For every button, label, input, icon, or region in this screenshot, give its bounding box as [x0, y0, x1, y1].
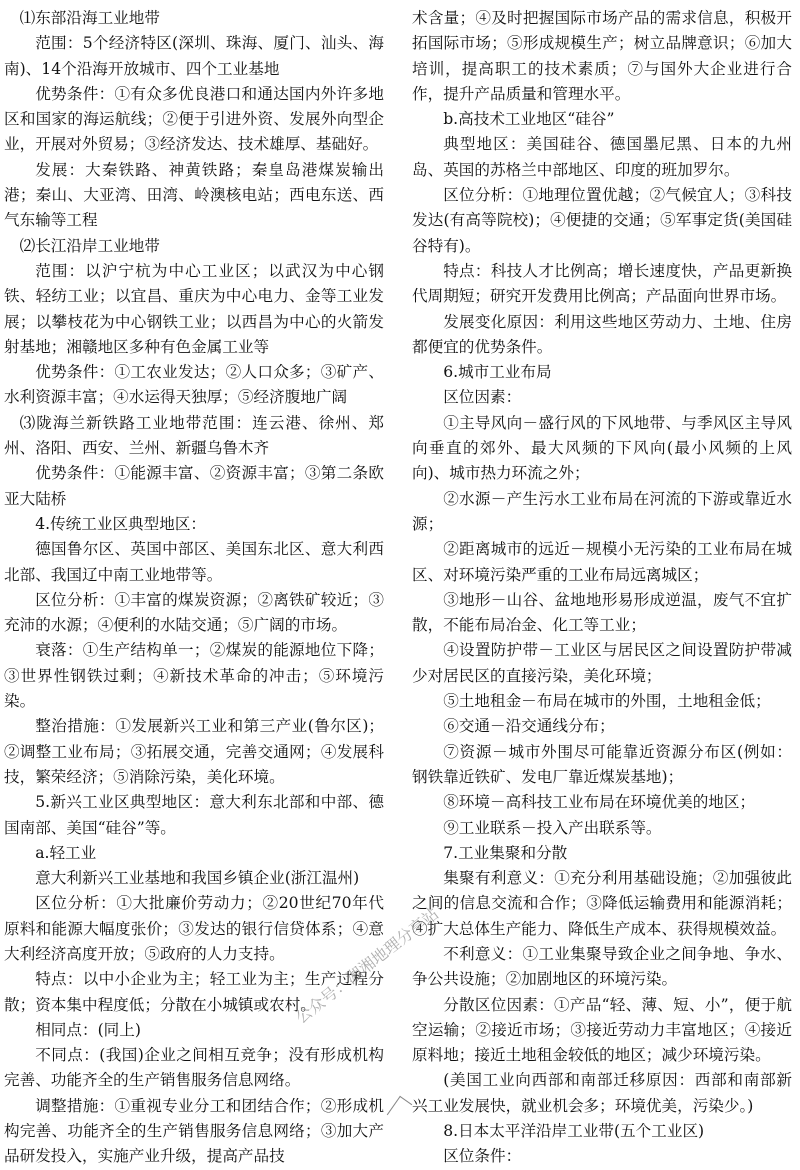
- paragraph: 4.传统工业区典型地区：: [35, 514, 207, 533]
- paragraph: 相同点：(同上): [35, 1020, 141, 1039]
- paragraph: 区位分析：①大批廉价劳动力；②20世纪70年代原料和能源大幅度张价；③发达的银行信贷体系；④意大利经济高度开放；⑤政府的人力支持。: [4, 894, 384, 963]
- paragraph: b.高技术工业地区“硅谷”: [443, 110, 615, 129]
- paragraph: 优势条件：①工农业发达；②人口众多；③矿产、水利资源丰富；④水运得天独厚；⑤经济腹地广阔: [4, 363, 384, 407]
- paragraph: 分散区位因素：①产品“轻、薄、短、小”，便于航空运输；②接近市场；③接近劳动力丰富地区；④接近原料地；接近土地租金较低的地区；减少环境污染。: [412, 995, 792, 1065]
- watermark: 公众号：湘湘地理分享站: [291, 903, 443, 1028]
- paragraph: 区位因素：: [443, 388, 522, 407]
- paragraph: 典型地区：美国硅谷、德国墨尼黑、日本的九州岛、英国的苏格兰中部地区、印度的班加罗尔。: [412, 135, 792, 179]
- paragraph: ⑶陇海兰新铁路工业地带范围：连云港、徐州、郑州、洛阳、西安、兰州、新疆乌鲁木齐: [4, 413, 384, 458]
- paragraph: ⑨工业联系－投入产出联系等。: [443, 818, 662, 837]
- paragraph: 特点：科技人才比例高；增长速度快，产品更新换代周期短；研究开发费用比例高；产品面向世界市场。: [412, 261, 792, 306]
- paragraph: 区位分析：①丰富的煤炭资源；②离铁矿较近；③充沛的水源；④便利的水陆交通；⑤广阔的市场。: [4, 590, 384, 635]
- paragraph: 发展变化原因：利用这些地区劳动力、土地、住房都便宜的优势条件。: [412, 312, 792, 356]
- paragraph: ⑥交通－沿交通线分布；: [443, 717, 615, 736]
- paragraph: 不利意义：①工业集聚导致企业之间争地、争水、争公共设施；②加剧地区的环境污染。: [412, 944, 792, 989]
- paragraph: 集聚有利意义：①充分利用基础设施；②加强彼此之间的信息交流和合作；③降低运输费用和能源消耗；④扩大总体生产能力、降低生产成本、获得规模效益。: [412, 869, 792, 938]
- paragraph: a.轻工业: [35, 843, 97, 862]
- paragraph: 不同点：(我国)企业之间相互竞争；没有形成机构完善、功能齐全的生产销售服务信息网络。: [4, 1046, 384, 1090]
- paragraph: 衰落：①生产结构单一；②煤炭的能源地位下降；③世界性钢铁过剩；④新技术革命的冲击；⑤环境污染。: [4, 641, 384, 711]
- paragraph: 范围：5个经济特区(深圳、珠海、厦门、汕头、海南)、14个沿海开放城市、四个工业基地: [4, 34, 384, 78]
- paragraph: (美国工业向西部和南部迁移原因：西部和南部新兴工业发展快，就业机会多；环境优美，污染少。): [412, 1071, 792, 1115]
- paragraph: 区位条件：: [443, 1147, 522, 1166]
- paragraph: ⑴东部沿海工业地带: [19, 9, 160, 27]
- paragraph: 优势条件：①有众多优良港口和通达国内外许多地区和国家的海运航线；②便于引进外资、发展外向型企业，开展对外贸易；③经济发达、技术雄厚、基础好。: [4, 84, 384, 154]
- paragraph: 特点：以中小企业为主；轻工业为主；生产过程分散；资本集中程度低；分散在小城镇或农村。: [4, 970, 384, 1014]
- paragraph: 发展：大秦铁路、神黄铁路；秦皇岛港煤炭输出港；秦山、大亚湾、田湾、岭澳核电站；西电东送、西气东输等工程: [4, 160, 384, 230]
- paragraph: 7.工业集聚和分散: [443, 843, 568, 862]
- paragraph: ④设置防护带－工业区与居民区之间设置防护带减少对居民区的直接污染，美化环境；: [412, 641, 792, 685]
- paragraph: ⑧环境－高科技工业布局在环境优美的地区；: [443, 793, 756, 812]
- paragraph: 意大利新兴工业基地和我国乡镇企业(浙江温州): [35, 869, 360, 888]
- paragraph: ③地形－山谷、盆地地形易形成逆温，废气不宜扩散，不能布局冶金、化工等工业；: [412, 590, 792, 635]
- paragraph: ⑤土地租金－布局在城市的外围，土地租金低；: [443, 692, 771, 711]
- paragraph: ①主导风向－盛行风的下风地带、与季风区主导风向垂直的郊外、最大风频的下风向(最小风频的上风向)、城市热力环流之外；: [412, 413, 792, 483]
- paragraph: 整治措施：①发展新兴工业和第三产业(鲁尔区)；②调整工业布局；③拓展交通，完善交通网；④发展科技，繁荣经济；⑤消除污染，美化环境。: [4, 717, 384, 786]
- paragraph: ⑵长江沿岸工业地带: [19, 236, 160, 255]
- paragraph: 术含量；④及时把握国际市场产品的需求信息，积极开拓国际市场；⑤形成规模生产；树立品牌意识；⑥加大培训，提高职工的技术素质；⑦与国外大企业进行合作，提升产品质量和管理水平。: [412, 9, 792, 103]
- paragraph: 范围：以沪宁杭为中心工业区；以武汉为中心钢铁、轻纺工业；以宜昌、重庆为中心电力、金等工业发展；以攀枝花为中心钢铁工业；以西昌为中心的火箭发射基地；湘赣地区多种有色金属工业等: [4, 261, 384, 356]
- paragraph: 8.日本太平洋沿岸工业带(五个工业区): [443, 1122, 705, 1141]
- paragraph: 区位分析：①地理位置优越；②气候宜人；③科技发达(有高等院校)；④便捷的交通；⑤军事定货(美国硅谷特有)。: [412, 186, 792, 255]
- corner-mark: [387, 1096, 412, 1123]
- paragraph: 调整措施：①重视专业分工和团结合作；②形成机构完善、功能齐全的生产销售服务信息网络；③加大产品研发投入，实施产业升级，提高产品技: [4, 1096, 384, 1166]
- paragraph: 德国鲁尔区、英国中部区、美国东北区、意大利西北部、我国辽中南工业地带等。: [4, 540, 384, 584]
- paragraph: 6.城市工业布局: [443, 363, 552, 382]
- paragraph: 优势条件：①能源丰富、②资源丰富；③第二条欧亚大陆桥: [4, 464, 384, 508]
- paragraph: ②距离城市的远近－规模小无污染的工业布局在城区、对环境污染严重的工业布局远离城区；: [412, 540, 792, 584]
- right-column: [412, 6, 792, 1170]
- paragraph: 5.新兴工业区典型地区：意大利东北部和中部、德国南部、美国“硅谷”等。: [4, 793, 384, 837]
- paragraph: ②水源－产生污水工业布局在河流的下游或靠近水源；: [412, 489, 792, 533]
- paragraph: ⑦资源－城市外围尽可能靠近资源分布区(例如：钢铁靠近铁矿、发电厂靠近煤炭基地)；: [412, 742, 792, 786]
